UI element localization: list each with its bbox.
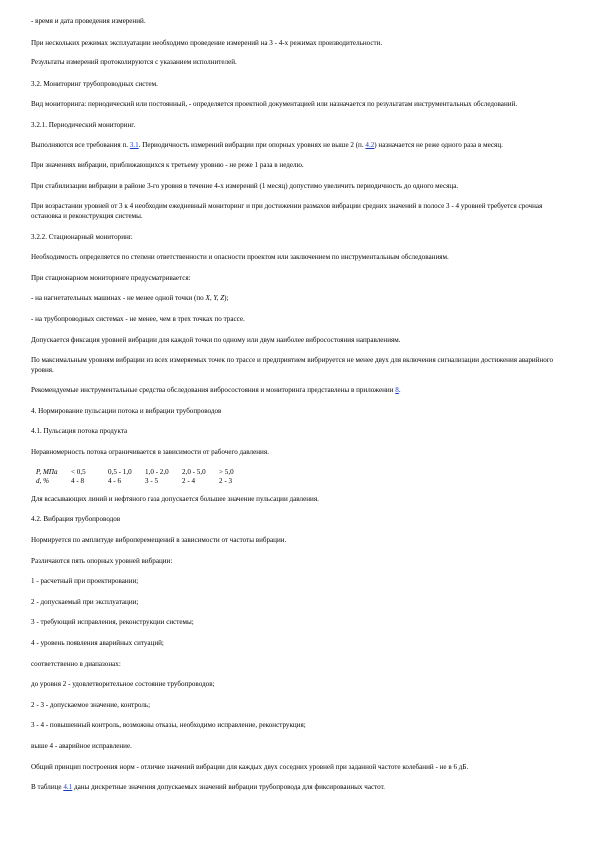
link-section-4-2[interactable]: 4.2 bbox=[365, 140, 375, 149]
table-cell: 2 - 3 bbox=[219, 477, 233, 486]
paragraph: Неравномерность потока ограничивается в зависимости от рабочего давления. bbox=[31, 448, 269, 457]
list-item: 4 - уровень появления аварийных ситуаций; bbox=[31, 639, 164, 647]
paragraph: - на трубопроводных системах - не менее, чем в трех точках по трассе. bbox=[31, 314, 245, 323]
text: Выполняются все требования п. bbox=[31, 140, 130, 149]
table-cell: 1,0 - 2,0 bbox=[145, 467, 169, 476]
list-item: 1 - расчетный при проектировании; bbox=[31, 577, 139, 586]
text: В таблице bbox=[31, 783, 64, 792]
axes-label: X, Y, Z bbox=[205, 294, 225, 303]
delta-label: d, % bbox=[36, 477, 50, 486]
text: - на нагнетательных машинах - не менее одной точки (по bbox=[31, 294, 206, 303]
table-cell: 2,0 - 5,0 bbox=[182, 467, 206, 476]
section-heading: 4.2. Вибрация трубопроводов bbox=[31, 515, 121, 524]
paragraph: Необходимость определяется по степени ответственности и опасности проектом или заключением по инструментальным обследованиям. bbox=[31, 253, 449, 262]
table-cell: 4 - 8 bbox=[71, 477, 85, 486]
paragraph: При стационарном мониторинге предусматривается: bbox=[31, 273, 191, 282]
text: ) назначается не реже одного раза в месяц. bbox=[374, 140, 503, 149]
document-page bbox=[31, 10, 571, 793]
list-item: 2 - допускаемый при эксплуатации; bbox=[31, 597, 139, 606]
text: . Периодичность измерений вибрации при опорных уровнях не выше 2 (п. bbox=[138, 140, 366, 149]
section-heading: 4.1. Пульсация потока продукта bbox=[31, 427, 128, 436]
paragraph: Различаются пять опорных уровней вибрации: bbox=[31, 556, 173, 565]
pulsation-table bbox=[31, 468, 256, 487]
table-cell: > 5,0 bbox=[219, 467, 234, 476]
table-cell: 0,5 - 1,0 bbox=[108, 467, 132, 476]
table-cell: 3 - 5 bbox=[145, 477, 159, 486]
row-label bbox=[31, 477, 71, 487]
paragraph: Для всасывающих линий и нефтяного газа допускается большее значение пульсации давления. bbox=[31, 494, 319, 503]
table-row bbox=[31, 477, 256, 487]
paragraph: При возрастании уровней от 3 к 4 необходим ежедневный мониторинг и при достижении размахов вибрации средних значений в полосе 3 - 4 уровней требуется срочная остановка и реконструкция системы. bbox=[31, 202, 543, 220]
text: даны дискретные значения допускаемых значений вибрации трубопровода для фиксированных частот. bbox=[72, 783, 385, 792]
paragraph: Вид мониторинга: периодический или постоянный, - определяется проектной документацией или назначается по результатам инструментальных обследований. bbox=[31, 100, 518, 109]
paragraph: Допускается фиксация уровней вибрации для каждой точки по одному или двум наиболее вибросостояния направлениям. bbox=[31, 335, 401, 344]
paragraph: При значениях вибрации, приближающихся к третьему уровню - не реже 1 раза в неделю. bbox=[31, 161, 304, 170]
link-section-3-1[interactable]: 3.1 bbox=[129, 140, 139, 149]
list-item: 2 - 3 - допускаемое значение, контроль; bbox=[31, 700, 151, 709]
paragraph bbox=[31, 386, 571, 396]
paragraph: Результаты измерений протоколируются с указанием исполнителей. bbox=[31, 58, 237, 67]
paragraph: соответственно в диапазонах: bbox=[31, 659, 121, 668]
link-table-4-1[interactable]: 4.1 bbox=[63, 783, 73, 792]
paragraph bbox=[31, 783, 571, 793]
list-item: выше 4 - аварийное исправление. bbox=[31, 741, 132, 750]
paragraph: - время и дата проведения измерений. bbox=[31, 17, 146, 25]
list-item: 3 - 4 - повышенный контроль, возможны отказы, необходимо исправление, реконструкция; bbox=[31, 721, 306, 730]
text: Рекомендуемые инструментальные средства обследования вибросостояния и мониторинга представлены в приложении bbox=[31, 386, 396, 395]
paragraph bbox=[31, 141, 571, 151]
paragraph: По максимальным уровням вибрации из всех измеряемых точек по трассе и предприятием вибрируется не менее двух для включения сигнализации достижения аварийного уровня. bbox=[31, 356, 554, 374]
table-cell: 2 - 4 bbox=[182, 477, 196, 486]
table-row bbox=[31, 468, 256, 478]
paragraph bbox=[31, 294, 571, 304]
paragraph: Нормируется по амплитуде виброперемещений в зависимости от частоты вибрации. bbox=[31, 536, 287, 545]
paragraph: При нескольких режимах эксплуатации необходимо проведение измерений на 3 - 4-х режимах производительности. bbox=[31, 38, 383, 47]
text: ); bbox=[224, 294, 229, 303]
list-item: 3 - требующий исправления, реконструкции системы; bbox=[31, 618, 194, 627]
section-heading: 3.2. Мониторинг трубопроводных систем. bbox=[31, 79, 158, 88]
row-label bbox=[31, 468, 71, 478]
section-heading: 3.2.2. Стационарный мониторинг. bbox=[31, 232, 133, 241]
paragraph: Общий принцип построения норм - отличие значений вибрации для каждых двух соседних уровней при заданной частоте колебаний - не в 6 дБ. bbox=[31, 762, 469, 771]
paragraph: При стабилизации вибрации в районе 3-го уровня в течение 4-х измерений (1 месяц) допустимо увеличить периодичность до одного месяца. bbox=[31, 181, 459, 190]
chapter-heading: 4. Нормирование пульсации потока и вибрации трубопроводов bbox=[31, 406, 222, 415]
list-item: до уровня 2 - удовлетворительное состояние трубопроводов; bbox=[31, 680, 215, 689]
link-appendix-8[interactable]: 8 bbox=[395, 386, 399, 395]
text: . bbox=[398, 386, 401, 395]
pressure-label: P, МПа bbox=[36, 467, 58, 476]
section-heading: 3.2.1. Периодический мониторинг. bbox=[31, 120, 136, 129]
table-cell: 4 - 6 bbox=[108, 477, 122, 486]
table-cell: < 0,5 bbox=[71, 467, 86, 476]
